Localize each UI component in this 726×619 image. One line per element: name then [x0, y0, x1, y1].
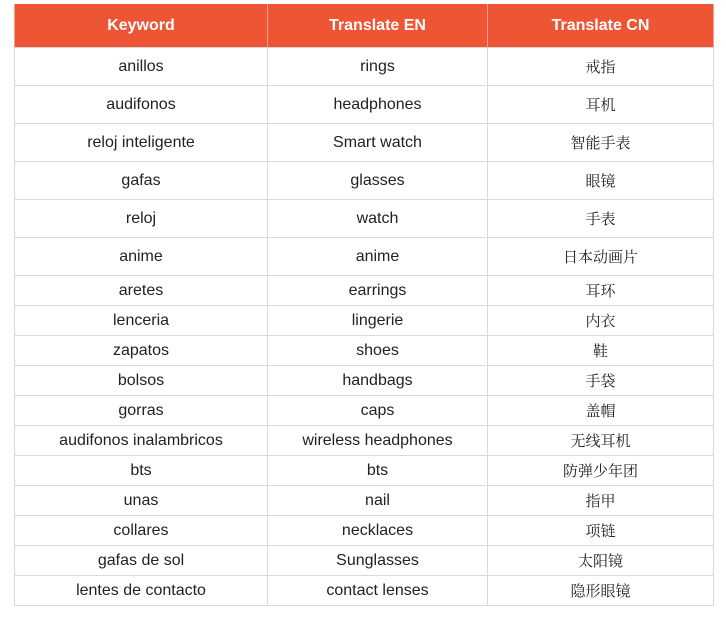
table-row — [15, 426, 714, 456]
translate-en-cell: shoes — [268, 336, 488, 366]
translate-cn-cell: 无线耳机 — [488, 426, 714, 456]
table-row — [15, 516, 714, 546]
translate-cn-cell: 隐形眼镜 — [488, 576, 714, 606]
keyword-cell: lentes de contacto — [15, 576, 268, 606]
translate-cn-cell: 智能手表 — [488, 124, 714, 162]
translate-cn-cell: 防弹少年团 — [488, 456, 714, 486]
keyword-cell: lenceria — [15, 306, 268, 336]
translate-cn-cell: 眼镜 — [488, 162, 714, 200]
translate-en-cell: necklaces — [268, 516, 488, 546]
table-row — [15, 486, 714, 516]
table-row — [15, 124, 714, 162]
table-row — [15, 276, 714, 306]
keyword-cell: bts — [15, 456, 268, 486]
translate-en-cell: wireless headphones — [268, 426, 488, 456]
translate-cn-cell: 耳机 — [488, 86, 714, 124]
keyword-cell: anillos — [15, 48, 268, 86]
table-row — [15, 396, 714, 426]
translate-cn-cell: 指甲 — [488, 486, 714, 516]
translate-en-cell: Smart watch — [268, 124, 488, 162]
translate-en-cell: contact lenses — [268, 576, 488, 606]
keyword-translation-table-container — [14, 4, 713, 606]
keyword-cell: aretes — [15, 276, 268, 306]
translate-cn-cell: 项链 — [488, 516, 714, 546]
keyword-cell: reloj — [15, 200, 268, 238]
translate-cn-cell: 耳环 — [488, 276, 714, 306]
translate-cn-cell: 内衣 — [488, 306, 714, 336]
keyword-cell: gorras — [15, 396, 268, 426]
translate-en-cell: anime — [268, 238, 488, 276]
header-translate-cn: Translate CN — [488, 4, 714, 48]
table-row — [15, 546, 714, 576]
translate-en-cell: caps — [268, 396, 488, 426]
translate-en-cell: handbags — [268, 366, 488, 396]
table-row — [15, 336, 714, 366]
table-header-row — [15, 4, 714, 48]
keyword-cell: zapatos — [15, 336, 268, 366]
keyword-cell: gafas — [15, 162, 268, 200]
keyword-cell: gafas de sol — [15, 546, 268, 576]
translate-en-cell: watch — [268, 200, 488, 238]
table-row — [15, 576, 714, 606]
keyword-translation-table — [14, 4, 714, 606]
keyword-cell: anime — [15, 238, 268, 276]
keyword-cell: bolsos — [15, 366, 268, 396]
translate-en-cell: bts — [268, 456, 488, 486]
translate-en-cell: nail — [268, 486, 488, 516]
translate-cn-cell: 手袋 — [488, 366, 714, 396]
table-row — [15, 86, 714, 124]
translate-cn-cell: 日本动画片 — [488, 238, 714, 276]
translate-cn-cell: 太阳镜 — [488, 546, 714, 576]
translate-en-cell: headphones — [268, 86, 488, 124]
translate-cn-cell: 戒指 — [488, 48, 714, 86]
keyword-cell: audifonos inalambricos — [15, 426, 268, 456]
table-row — [15, 200, 714, 238]
keyword-cell: reloj inteligente — [15, 124, 268, 162]
table-row — [15, 48, 714, 86]
header-translate-en: Translate EN — [268, 4, 488, 48]
keyword-cell: audifonos — [15, 86, 268, 124]
header-keyword: Keyword — [15, 4, 268, 48]
translate-en-cell: Sunglasses — [268, 546, 488, 576]
translate-en-cell: lingerie — [268, 306, 488, 336]
table-row — [15, 366, 714, 396]
translate-cn-cell: 鞋 — [488, 336, 714, 366]
keyword-cell: unas — [15, 486, 268, 516]
translate-en-cell: earrings — [268, 276, 488, 306]
table-row — [15, 306, 714, 336]
translate-en-cell: rings — [268, 48, 488, 86]
table-row — [15, 162, 714, 200]
keyword-cell: collares — [15, 516, 268, 546]
table-row — [15, 456, 714, 486]
table-row — [15, 238, 714, 276]
translate-cn-cell: 盖帽 — [488, 396, 714, 426]
translate-cn-cell: 手表 — [488, 200, 714, 238]
translate-en-cell: glasses — [268, 162, 488, 200]
